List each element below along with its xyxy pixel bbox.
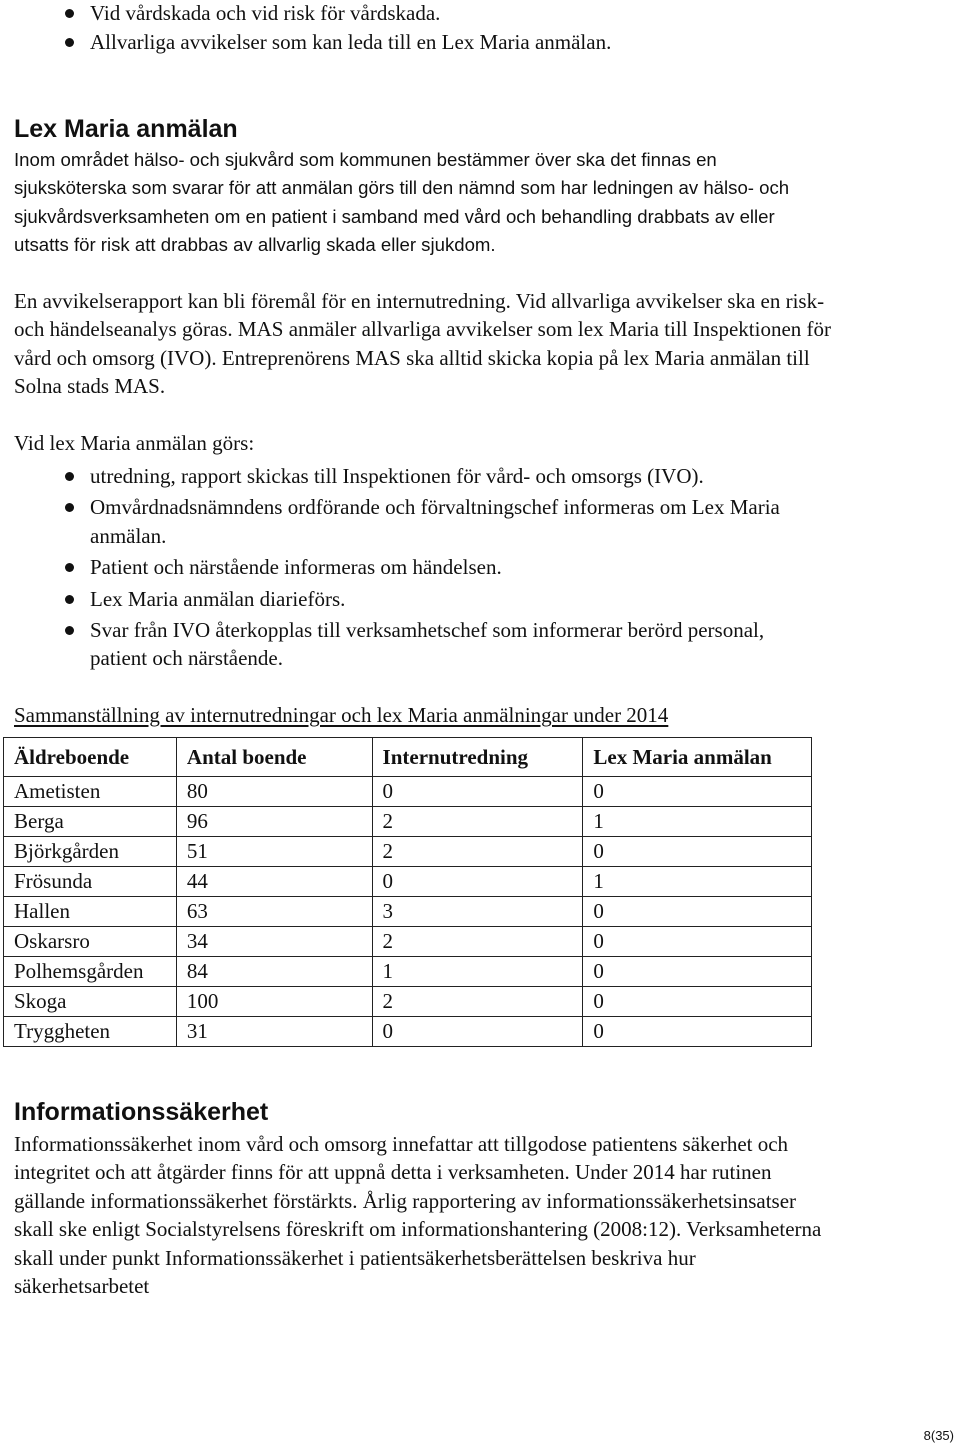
table-cell: 0 <box>372 777 583 807</box>
table-cell: Tryggheten <box>4 1017 177 1047</box>
list-item: Lex Maria anmälan diarieförs. <box>14 585 814 613</box>
table-cell: 2 <box>372 807 583 837</box>
table-cell: 1 <box>372 957 583 987</box>
table-cell: Oskarsro <box>4 927 177 957</box>
table-row <box>4 807 812 837</box>
section-heading-info-security: Informationssäkerhet <box>14 1098 269 1126</box>
table-cell: 51 <box>176 837 372 867</box>
table-cell: 0 <box>583 987 812 1017</box>
top-bullet-list <box>14 0 944 57</box>
table-cell: Frösunda <box>4 867 177 897</box>
list-item: Omvårdnadsnämndens ordförande och förvaltningschef informeras om Lex Maria anmälan. <box>14 493 814 550</box>
table-cell: 34 <box>176 927 372 957</box>
table-header-row <box>4 738 812 777</box>
column-header: Äldreboende <box>4 738 177 777</box>
table-cell: 44 <box>176 867 372 897</box>
table-row <box>4 837 812 867</box>
table-cell: 2 <box>372 837 583 867</box>
table-cell: 0 <box>372 1017 583 1047</box>
table-cell: Polhemsgården <box>4 957 177 987</box>
list-item: utredning, rapport skickas till Inspektionen för vård- och omsorgs (IVO). <box>14 462 814 490</box>
table-row <box>4 927 812 957</box>
table-row <box>4 897 812 927</box>
column-header: Internutredning <box>372 738 583 777</box>
summary-table <box>3 737 812 1047</box>
table-cell: 0 <box>583 957 812 987</box>
avvikelse-paragraph: En avvikelserapport kan bli föremål för en internutredning. Vid allvarliga avvikelser ska en risk- och händelseanalys göras. MAS anmäler allvarliga avvikelser som lex Maria till Inspektionen för vård och omsorg (IVO). Entreprenörens MAS ska alltid skicka kopia på lex Maria anmälan till Solna stads MAS. <box>14 289 832 399</box>
column-header: Antal boende <box>176 738 372 777</box>
list-intro: Vid lex Maria anmälan görs: <box>14 431 255 455</box>
column-header: Lex Maria anmälan <box>583 738 812 777</box>
table-cell: 0 <box>583 897 812 927</box>
table-row <box>4 1017 812 1047</box>
list-item: Svar från IVO återkopplas till verksamhetschef som informerar berörd personal, patient och närstående. <box>14 616 814 673</box>
table-cell: 100 <box>176 987 372 1017</box>
section-heading-lex-maria: Lex Maria anmälan <box>14 115 238 143</box>
list-item: Patient och närstående informeras om händelsen. <box>14 553 814 581</box>
table-row <box>4 987 812 1017</box>
table-cell: Berga <box>4 807 177 837</box>
table-cell: 84 <box>176 957 372 987</box>
table-cell: Björkgården <box>4 837 177 867</box>
table-cell: Hallen <box>4 897 177 927</box>
table-cell: 2 <box>372 987 583 1017</box>
lex-maria-intro <box>14 146 834 260</box>
table-cell: 0 <box>583 777 812 807</box>
table-caption: Sammanställning av internutredningar och lex Maria anmälningar under 2014 <box>14 703 669 727</box>
info-security-paragraph: Informationssäkerhet inom vård och omsorg innefattar att tillgodose patientens säkerhet och integritet och att åtgärder finns för att uppnå detta i verksamheten. Under 2014 har rutinen gällande informationssäkerhet förstärkts. Årlig rapportering av informationssäkerhetsinsatser skall ske enligt Socialstyrelsens föreskrift om informationshantering (2008:12). Verksamheterna skall under punkt Informationssäkerhet i patientsäkerhetsberättelsen beskriva hur säkerhetsarbetet <box>14 1132 822 1299</box>
table-cell: 1 <box>583 807 812 837</box>
table-row <box>4 957 812 987</box>
lex-maria-paragraph2 <box>14 287 834 401</box>
table-cell: 80 <box>176 777 372 807</box>
table-cell: 2 <box>372 927 583 957</box>
table-cell: Ametisten <box>4 777 177 807</box>
intro-paragraph: Inom området hälso- och sjukvård som kommunen bestämmer över ska det finnas en sjuksköterska som svarar för att anmälan görs till den nämnd som har ledningen av hälso- och sjukvårdsverksamheten om en patient i samband med vård och behandling drabbats av eller utsatts för risk att drabbas av allvarlig skada eller sjukdom. <box>14 149 790 256</box>
table-cell: 0 <box>372 867 583 897</box>
table-cell: 0 <box>583 837 812 867</box>
table-row <box>4 777 812 807</box>
table-cell: 96 <box>176 807 372 837</box>
table-cell: 31 <box>176 1017 372 1047</box>
list-item: Vid vårdskada och vid risk för vårdskada. <box>14 0 944 28</box>
table-cell: 0 <box>583 927 812 957</box>
table-cell: 0 <box>583 1017 812 1047</box>
table-cell: Skoga <box>4 987 177 1017</box>
table-cell: 3 <box>372 897 583 927</box>
table-cell: 63 <box>176 897 372 927</box>
page-number: 8(35) <box>923 1428 954 1443</box>
list-item: Allvarliga avvikelser som kan leda till en Lex Maria anmälan. <box>14 28 944 57</box>
info-security-body <box>14 1130 834 1300</box>
table-row <box>4 867 812 897</box>
table-cell: 1 <box>583 867 812 897</box>
lex-maria-list <box>14 462 814 676</box>
